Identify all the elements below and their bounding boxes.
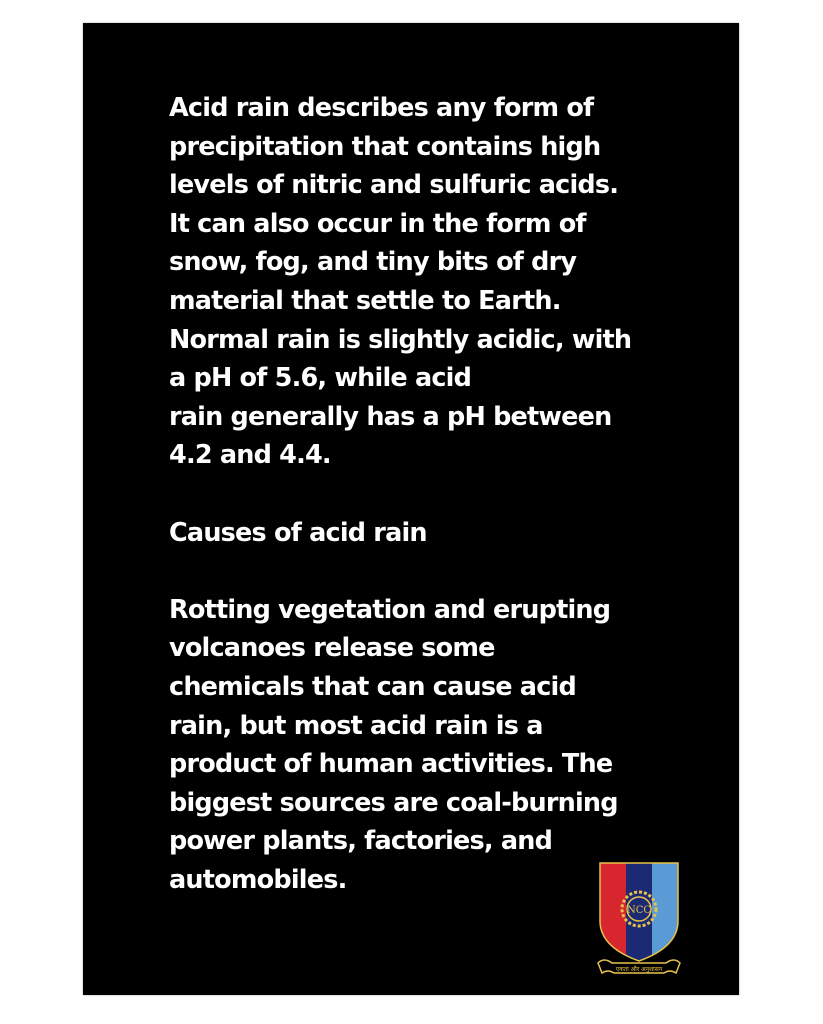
paragraph-spacer	[169, 552, 689, 591]
ncc-crest-icon	[596, 859, 682, 979]
causes-paragraph	[169, 591, 689, 900]
heading-line: Causes of acid rain	[169, 517, 427, 548]
intro-paragraph	[169, 89, 689, 475]
text-line: rain generally has a pH between	[169, 401, 612, 432]
text-line: snow, fog, and tiny bits of dry	[169, 247, 577, 278]
text-line: Normal rain is slightly acidic, with	[169, 324, 632, 355]
text-line: chemicals that can cause acid	[169, 671, 576, 702]
text-line: levels of nitric and sulfuric acids.	[169, 170, 619, 201]
text-line: a pH of 5.6, while acid	[169, 363, 472, 394]
text-line: biggest sources are coal-burning	[169, 787, 618, 818]
text-line: volcanoes release some	[169, 633, 495, 664]
crest-motto: एकता और अनुशासन	[615, 966, 663, 973]
text-line: Rotting vegetation and erupting	[169, 594, 611, 625]
content-card	[83, 23, 739, 995]
text-block	[169, 89, 689, 899]
text-line: precipitation that contains high	[169, 131, 601, 162]
text-line: Acid rain describes any form of	[169, 93, 594, 123]
crest-label: NCC	[626, 905, 652, 916]
text-line: 4.2 and 4.4.	[169, 440, 331, 471]
text-line: power plants, factories, and	[169, 826, 553, 857]
text-line: It can also occur in the form of	[169, 208, 586, 239]
paragraph-spacer	[169, 475, 689, 514]
text-line: rain, but most acid rain is a	[169, 710, 543, 741]
text-line: product of human activities. The	[169, 749, 613, 780]
text-line: material that settle to Earth.	[169, 285, 561, 316]
text-line: automobiles.	[169, 864, 347, 895]
section-heading	[169, 514, 689, 553]
